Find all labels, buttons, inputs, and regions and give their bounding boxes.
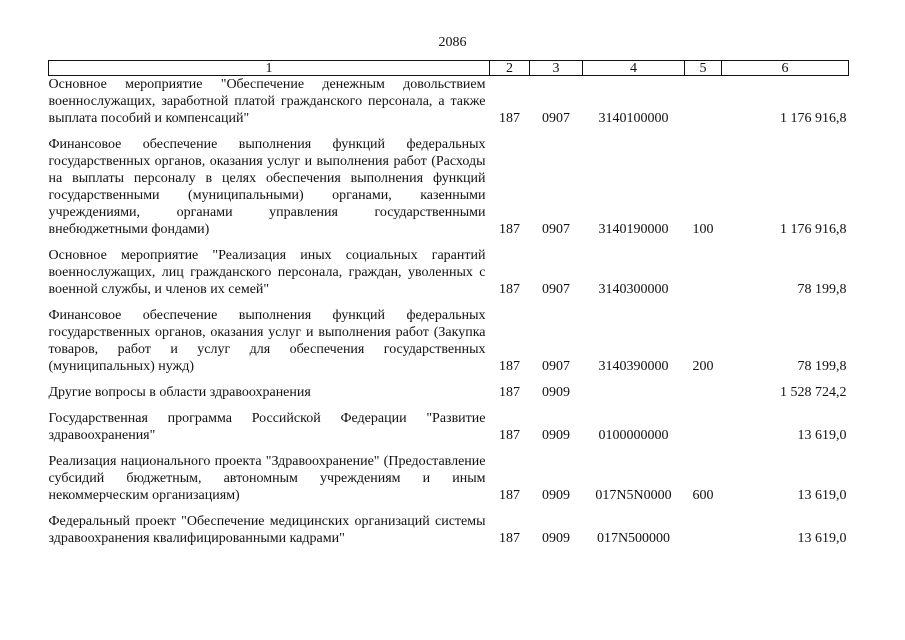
table-row (49, 136, 849, 238)
expense-type-code: 200 (692, 359, 714, 374)
amount: 78 199,8 (797, 282, 847, 297)
ministry-code: 187 (499, 359, 520, 374)
row-description: Финансовое обеспечение выполнения функций федеральных государственных органов, оказания услуг и выполнения работ (Расходы на выплаты персоналу в целях обеспечения выполнения функций государственными (муниципальными) органами, казенными учреждениями, органами управления государственными внебюджетными фондами) (48, 137, 486, 237)
table-row (49, 247, 849, 298)
expense-type-code (685, 247, 722, 298)
target-article-code: 3140390000 (598, 359, 669, 374)
ministry-code: 187 (499, 385, 520, 400)
column-header: 4 (583, 61, 685, 76)
column-header: 2 (490, 61, 530, 76)
amount: 13 619,0 (797, 428, 847, 443)
amount: 1 528 724,2 (780, 385, 847, 400)
section-code: 0909 (542, 488, 570, 503)
amount: 13 619,0 (797, 488, 847, 503)
row-description: Финансовое обеспечение выполнения функций федеральных государственных органов, оказания услуг и выполнения работ (Закупка товаров, работ и услуг для обеспечения государственных (муниципальных) нужд) (48, 308, 486, 374)
section-code: 0907 (542, 359, 570, 374)
column-header: 6 (722, 61, 849, 76)
ministry-code: 187 (499, 222, 520, 237)
ministry-code: 187 (499, 282, 520, 297)
table-row (49, 307, 849, 375)
row-description: Основное мероприятие "Реализация иных социальных гарантий военнослужащих, лиц гражданского персонала, граждан, уволенных с военной службы, и членов их семей" (48, 248, 486, 297)
page-number: 2086 (438, 35, 467, 50)
section-code: 0909 (542, 428, 570, 443)
row-description: Другие вопросы в области здравоохранения (48, 385, 311, 400)
target-article-code: 017N500000 (596, 531, 671, 546)
budget-table (48, 60, 849, 547)
target-article-code: 0100000000 (598, 428, 669, 443)
ministry-code: 187 (499, 531, 520, 546)
section-code: 0909 (542, 531, 570, 546)
row-description: Федеральный проект "Обеспечение медицинских организаций системы здравоохранения квалифицированными кадрами" (48, 514, 486, 546)
column-header: 5 (685, 61, 722, 76)
table-row (49, 410, 849, 444)
ministry-code: 187 (499, 111, 520, 126)
amount: 1 176 916,8 (780, 111, 847, 126)
amount: 78 199,8 (797, 359, 847, 374)
expense-type-code (685, 76, 722, 128)
target-article-code (583, 384, 685, 401)
expense-type-code (685, 410, 722, 444)
amount: 13 619,0 (797, 531, 847, 546)
target-article-code: 3140100000 (598, 111, 669, 126)
table-row (49, 76, 849, 128)
expense-type-code: 100 (692, 222, 714, 237)
table-header-row (49, 61, 849, 76)
section-code: 0907 (542, 111, 570, 126)
table-row (49, 453, 849, 504)
row-description: Реализация национального проекта "Здравоохранение" (Предоставление субсидий бюджетным, автономным учреждениям и иным некоммерческим организациям) (48, 454, 486, 503)
column-header: 1 (49, 61, 490, 76)
expense-type-code (685, 513, 722, 547)
row-description: Государственная программа Российской Федерации "Развитие здравоохранения" (48, 411, 486, 443)
expense-type-code (685, 384, 722, 401)
table-row (49, 384, 849, 401)
section-code: 0907 (542, 222, 570, 237)
amount: 1 176 916,8 (780, 222, 847, 237)
section-code: 0909 (542, 385, 570, 400)
ministry-code: 187 (499, 488, 520, 503)
table-row (49, 513, 849, 547)
row-description: Основное мероприятие "Обеспечение денежным довольствием военнослужащих, заработной платой гражданского персонала, а также выплата пособий и компенсаций" (48, 77, 486, 126)
target-article-code: 3140300000 (598, 282, 669, 297)
column-header: 3 (530, 61, 583, 76)
ministry-code: 187 (499, 428, 520, 443)
section-code: 0907 (542, 282, 570, 297)
target-article-code: 3140190000 (598, 222, 669, 237)
expense-type-code: 600 (692, 488, 714, 503)
target-article-code: 017N5N0000 (595, 488, 672, 503)
